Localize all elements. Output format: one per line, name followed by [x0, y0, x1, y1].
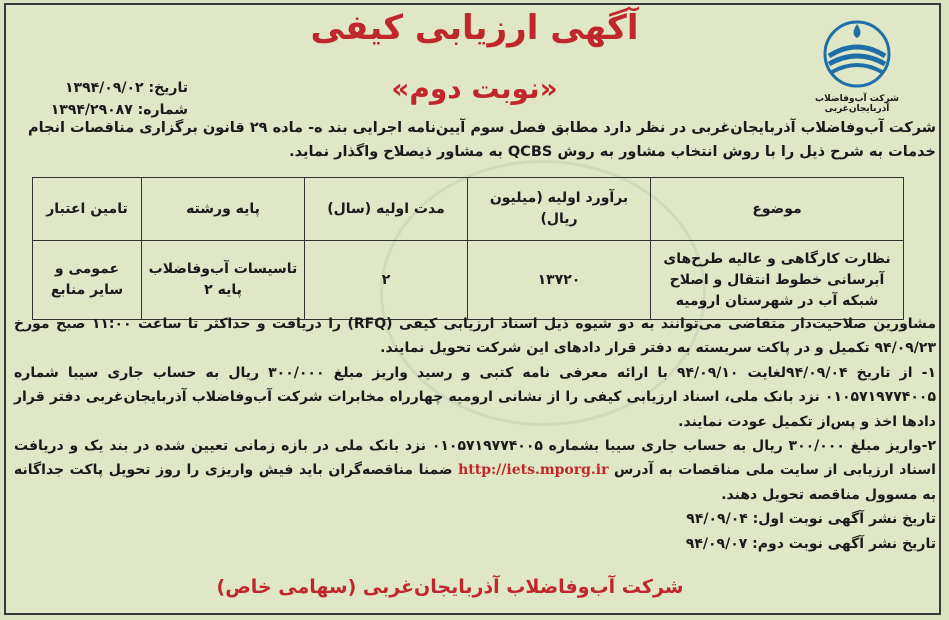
table-header-row [33, 178, 904, 241]
body-paragraph-rfq: مشاورین صلاحیت‌دار متقاضی می‌توانند به دو شیوه ذیل اسناد ارزیابی کیفی (RFQ) را دریافت و حداکثر تا ساعت ۱۱:۰۰ صبح مورخ ۹۴/۰۹/۲۳ تکمیل و در پاکت سربسته به دفتر قرار دادهای این شرکت تحویل نمایند. [14, 316, 936, 357]
header-subject: موضوع [651, 178, 904, 241]
header-duration: مدت اولیه (سال) [305, 178, 468, 241]
first-publication-date: تاریخ نشر آگهی نوبت اول: ۹۴/۰۹/۰۴ [686, 511, 936, 528]
header-estimate: برآورد اولیه (میلیون ریال) [468, 178, 651, 241]
cell-subject: نظارت کارگاهی و عالیه طرح‌های آبرسانی خطوط انتقال و اصلاح شبکه آب در شهرستان ارومیه [651, 241, 904, 320]
notice-title: آگهی ارزیابی کیفی [310, 8, 639, 48]
notice-subtitle: «نوبت دوم» [391, 72, 558, 105]
intro-paragraph: شرکت آب‌وفاضلاب آذربایجان‌غربی در نظر دارد مطابق فصل سوم آیین‌نامه اجرایی بند ه- ماده ۲۹ قانون برگزاری مناقصات انجام خدمات به شرح ذیل را با روش انتخاب مشاور به روش QCBS به مشاور ذیصلاح واگذار نماید. [28, 120, 936, 160]
table-row [33, 241, 904, 320]
logo-caption: شرکت آب‌وفاضلاب آذربایجان‌غربی [815, 94, 899, 114]
notice-number: شماره: ۱۳۹۴/۲۹۰۸۷ [50, 102, 188, 118]
cell-funding: عمومی و سایر منابع [33, 241, 142, 320]
notice-body [14, 312, 936, 556]
cell-estimate: ۱۳۷۲۰ [468, 241, 651, 320]
second-publication-date: تاریخ نشر آگهی نوبت دوم: ۹۴/۰۹/۰۷ [685, 535, 936, 552]
notice-date: تاریخ: ۱۳۹۴/۰۹/۰۲ [65, 80, 188, 96]
method-2-text-b: ضمنا مناقصه‌گران باید فیش واریزی را روز تحویل پاکت جداگانه به مسوول مناقصه تحویل دهند. [14, 462, 936, 503]
tender-table [32, 177, 904, 320]
body-paragraph-method-2 [14, 434, 936, 507]
footer-company-name: شرکت آب‌وفاضلاب آذربایجان‌غربی (سهامی خاص) [216, 576, 684, 598]
cell-duration: ۲ [305, 241, 468, 320]
cell-grade: تاسیسات آب‌وفاضلاب پایه ۲ [142, 241, 305, 320]
tender-site-link[interactable]: http://iets.mporg.ir [458, 462, 609, 479]
method-2-text-a: ۲-واریز مبلغ ۳۰۰/۰۰۰ ریال به حساب جاری سیبا بشماره ۰۱۰۵۷۱۹۷۷۴۰۰۵ نزد بانک ملی در بازه زمانی تعیین شده در بند یک و دریافت اسناد ارزیابی از سایت ملی مناقصات به آدرس [14, 438, 936, 479]
header-funding: تامین اعتبار [33, 178, 142, 241]
body-paragraph-method-1: ۱- از تاریخ ۹۴/۰۹/۰۴لغایت ۹۴/۰۹/۱۰ با ارائه معرفی نامه کتبی و رسید واریز مبلغ ۳۰۰/۰۰۰ ریال به حساب جاری سیبا شماره ۰۱۰۵۷۱۹۷۷۴۰۰۵ نزد بانک ملی، اسناد ارزیابی کیفی را از نشانی ارومیه چهارراه مخابرات شرکت آب‌وفاضلاب آذربایجان‌غربی دفتر قرار دادها اخذ و پس‌از تکمیل عودت نمایند. [14, 364, 936, 430]
header-grade: پایه ورشته [142, 178, 305, 241]
